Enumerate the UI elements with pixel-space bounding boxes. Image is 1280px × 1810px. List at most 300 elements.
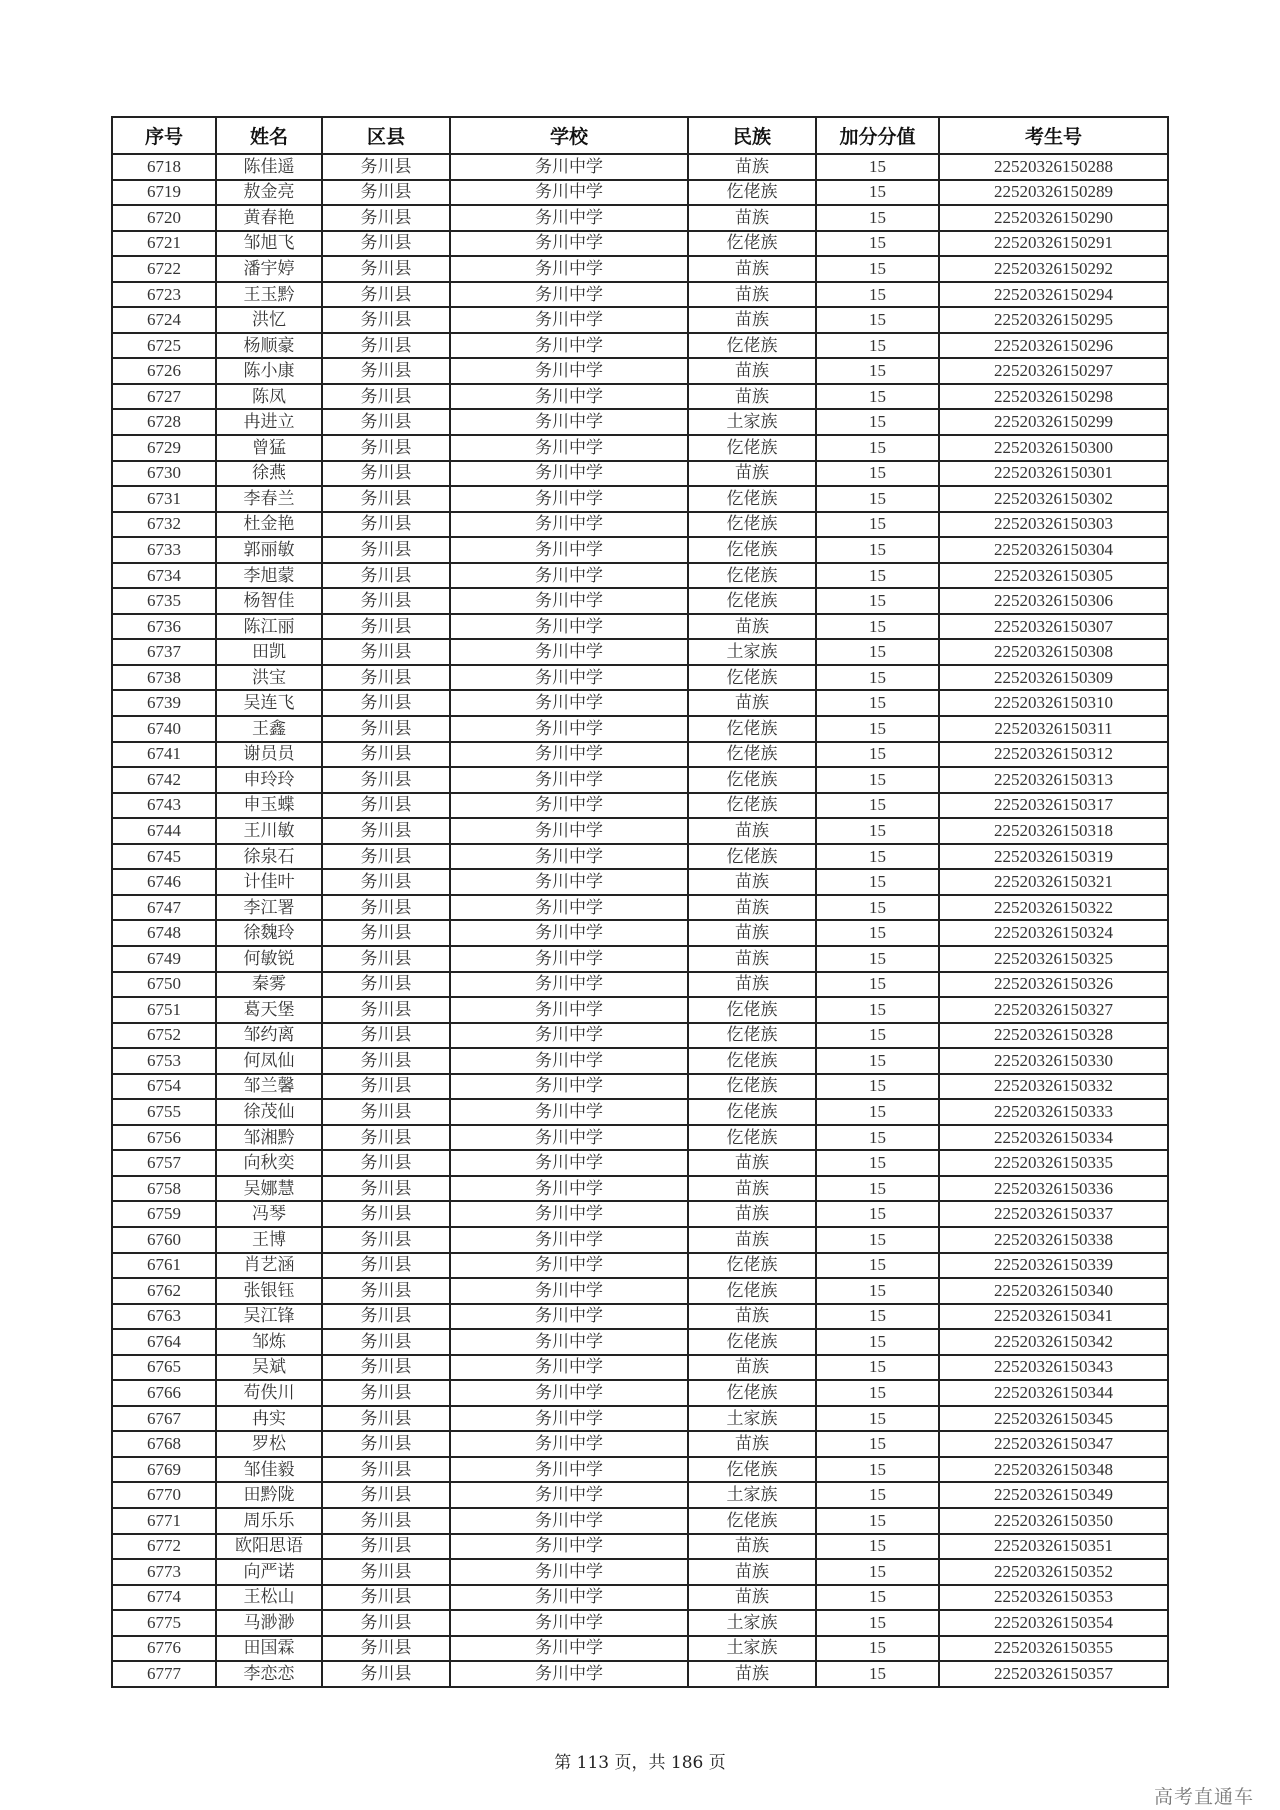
cell-seq: 6770: [112, 1482, 216, 1508]
cell-school: 务川中学: [450, 818, 688, 844]
cell-school: 务川中学: [450, 1176, 688, 1202]
header-exam-id: 考生号: [939, 117, 1168, 154]
cell-exam-id: 22520326150317: [939, 793, 1168, 819]
cell-bonus: 15: [816, 1201, 939, 1227]
cell-bonus: 15: [816, 1559, 939, 1585]
cell-exam-id: 22520326150327: [939, 997, 1168, 1023]
cell-bonus: 15: [816, 1023, 939, 1049]
cell-exam-id: 22520326150312: [939, 742, 1168, 768]
cell-school: 务川中学: [450, 1457, 688, 1483]
table-row: [112, 384, 1168, 410]
cell-ethnicity: 仡佬族: [688, 486, 816, 512]
cell-ethnicity: 仡佬族: [688, 1508, 816, 1534]
cell-ethnicity: 仡佬族: [688, 742, 816, 768]
cell-name: 秦雾: [216, 972, 322, 998]
cell-county: 务川县: [322, 1431, 450, 1457]
cell-seq: 6765: [112, 1355, 216, 1381]
cell-name: 张银钰: [216, 1278, 322, 1304]
cell-county: 务川县: [322, 869, 450, 895]
cell-school: 务川中学: [450, 486, 688, 512]
cell-seq: 6758: [112, 1176, 216, 1202]
cell-ethnicity: 土家族: [688, 1482, 816, 1508]
cell-ethnicity: 仡佬族: [688, 512, 816, 538]
cell-bonus: 15: [816, 1253, 939, 1279]
table-row: [112, 869, 1168, 895]
cell-name: 杜金艳: [216, 512, 322, 538]
cell-name: 向秋奕: [216, 1150, 322, 1176]
cell-bonus: 15: [816, 1482, 939, 1508]
table-row: [112, 486, 1168, 512]
cell-school: 务川中学: [450, 665, 688, 691]
cell-school: 务川中学: [450, 1023, 688, 1049]
cell-ethnicity: 仡佬族: [688, 997, 816, 1023]
cell-county: 务川县: [322, 154, 450, 180]
cell-county: 务川县: [322, 1099, 450, 1125]
cell-exam-id: 22520326150335: [939, 1150, 1168, 1176]
cell-ethnicity: 土家族: [688, 1636, 816, 1662]
table-row: [112, 307, 1168, 333]
cell-school: 务川中学: [450, 333, 688, 359]
cell-name: 王玉黔: [216, 282, 322, 308]
cell-bonus: 15: [816, 1585, 939, 1611]
cell-exam-id: 22520326150325: [939, 946, 1168, 972]
cell-ethnicity: 仡佬族: [688, 1125, 816, 1151]
cell-exam-id: 22520326150328: [939, 1023, 1168, 1049]
cell-exam-id: 22520326150340: [939, 1278, 1168, 1304]
cell-county: 务川县: [322, 1559, 450, 1585]
table-row: [112, 1482, 1168, 1508]
cell-school: 务川中学: [450, 1074, 688, 1100]
cell-county: 务川县: [322, 282, 450, 308]
table-row: [112, 205, 1168, 231]
cell-school: 务川中学: [450, 844, 688, 870]
table-row: [112, 895, 1168, 921]
table-row: [112, 1380, 1168, 1406]
cell-seq: 6754: [112, 1074, 216, 1100]
cell-ethnicity: 土家族: [688, 1610, 816, 1636]
cell-exam-id: 22520326150326: [939, 972, 1168, 998]
cell-seq: 6761: [112, 1253, 216, 1279]
cell-seq: 6722: [112, 256, 216, 282]
cell-seq: 6767: [112, 1406, 216, 1432]
cell-county: 务川县: [322, 1304, 450, 1330]
cell-name: 田黔陇: [216, 1482, 322, 1508]
cell-seq: 6739: [112, 690, 216, 716]
cell-ethnicity: 仡佬族: [688, 333, 816, 359]
cell-exam-id: 22520326150296: [939, 333, 1168, 359]
cell-county: 务川县: [322, 767, 450, 793]
cell-bonus: 15: [816, 767, 939, 793]
cell-school: 务川中学: [450, 1482, 688, 1508]
cell-school: 务川中学: [450, 997, 688, 1023]
cell-ethnicity: 仡佬族: [688, 1074, 816, 1100]
cell-seq: 6745: [112, 844, 216, 870]
cell-name: 徐燕: [216, 461, 322, 487]
cell-ethnicity: 仡佬族: [688, 1099, 816, 1125]
cell-name: 李旭蒙: [216, 563, 322, 589]
cell-county: 务川县: [322, 1482, 450, 1508]
cell-seq: 6732: [112, 512, 216, 538]
cell-name: 邹炼: [216, 1329, 322, 1355]
cell-school: 务川中学: [450, 690, 688, 716]
cell-ethnicity: 苗族: [688, 1176, 816, 1202]
cell-exam-id: 22520326150349: [939, 1482, 1168, 1508]
table-row: [112, 1534, 1168, 1560]
cell-bonus: 15: [816, 435, 939, 461]
table-row: [112, 1304, 1168, 1330]
cell-bonus: 15: [816, 409, 939, 435]
cell-bonus: 15: [816, 1406, 939, 1432]
cell-seq: 6760: [112, 1227, 216, 1253]
cell-school: 务川中学: [450, 869, 688, 895]
cell-county: 务川县: [322, 205, 450, 231]
cell-name: 何凤仙: [216, 1048, 322, 1074]
cell-ethnicity: 仡佬族: [688, 180, 816, 206]
table-row: [112, 1508, 1168, 1534]
table-row: [112, 435, 1168, 461]
cell-exam-id: 22520326150303: [939, 512, 1168, 538]
cell-school: 务川中学: [450, 767, 688, 793]
cell-county: 务川县: [322, 1150, 450, 1176]
cell-bonus: 15: [816, 1125, 939, 1151]
cell-exam-id: 22520326150290: [939, 205, 1168, 231]
table-row: [112, 512, 1168, 538]
table-row: [112, 1048, 1168, 1074]
header-bonus: 加分分值: [816, 117, 939, 154]
cell-school: 务川中学: [450, 1304, 688, 1330]
table-row: [112, 358, 1168, 384]
cell-name: 陈小康: [216, 358, 322, 384]
cell-exam-id: 22520326150336: [939, 1176, 1168, 1202]
cell-name: 马渺渺: [216, 1610, 322, 1636]
cell-ethnicity: 苗族: [688, 818, 816, 844]
table-row: [112, 1074, 1168, 1100]
cell-bonus: 15: [816, 1304, 939, 1330]
cell-seq: 6728: [112, 409, 216, 435]
cell-exam-id: 22520326150294: [939, 282, 1168, 308]
table-row: [112, 461, 1168, 487]
cell-county: 务川县: [322, 384, 450, 410]
cell-seq: 6747: [112, 895, 216, 921]
cell-seq: 6757: [112, 1150, 216, 1176]
header-name: 姓名: [216, 117, 322, 154]
table-row: [112, 1661, 1168, 1687]
cell-bonus: 15: [816, 1534, 939, 1560]
cell-name: 洪忆: [216, 307, 322, 333]
table-row: [112, 231, 1168, 257]
cell-exam-id: 22520326150347: [939, 1431, 1168, 1457]
cell-name: 周乐乐: [216, 1508, 322, 1534]
cell-ethnicity: 苗族: [688, 282, 816, 308]
cell-county: 务川县: [322, 895, 450, 921]
cell-seq: 6718: [112, 154, 216, 180]
cell-exam-id: 22520326150341: [939, 1304, 1168, 1330]
cell-bonus: 15: [816, 1329, 939, 1355]
cell-county: 务川县: [322, 537, 450, 563]
cell-name: 潘宇婷: [216, 256, 322, 282]
table-row: [112, 818, 1168, 844]
cell-exam-id: 22520326150342: [939, 1329, 1168, 1355]
table-row: [112, 1150, 1168, 1176]
table-row: [112, 972, 1168, 998]
cell-exam-id: 22520326150313: [939, 767, 1168, 793]
cell-school: 务川中学: [450, 461, 688, 487]
cell-county: 务川县: [322, 665, 450, 691]
cell-bonus: 15: [816, 716, 939, 742]
cell-bonus: 15: [816, 588, 939, 614]
cell-bonus: 15: [816, 1099, 939, 1125]
table-row: [112, 1585, 1168, 1611]
table-row: [112, 1227, 1168, 1253]
table-row: [112, 1355, 1168, 1381]
table-row: [112, 1406, 1168, 1432]
cell-county: 务川县: [322, 1278, 450, 1304]
cell-name: 田国霖: [216, 1636, 322, 1662]
header-ethnicity: 民族: [688, 117, 816, 154]
table-row: [112, 563, 1168, 589]
cell-ethnicity: 苗族: [688, 972, 816, 998]
cell-county: 务川县: [322, 1406, 450, 1432]
cell-ethnicity: 土家族: [688, 639, 816, 665]
cell-county: 务川县: [322, 1125, 450, 1151]
cell-name: 苟佚川: [216, 1380, 322, 1406]
cell-bonus: 15: [816, 333, 939, 359]
cell-exam-id: 22520326150309: [939, 665, 1168, 691]
cell-ethnicity: 苗族: [688, 869, 816, 895]
table-row: [112, 1253, 1168, 1279]
cell-county: 务川县: [322, 1176, 450, 1202]
cell-name: 申玉蝶: [216, 793, 322, 819]
cell-exam-id: 22520326150354: [939, 1610, 1168, 1636]
cell-seq: 6775: [112, 1610, 216, 1636]
cell-school: 务川中学: [450, 716, 688, 742]
cell-ethnicity: 苗族: [688, 205, 816, 231]
cell-name: 敖金亮: [216, 180, 322, 206]
cell-name: 王松山: [216, 1585, 322, 1611]
table-row: [112, 665, 1168, 691]
table-row: [112, 180, 1168, 206]
cell-county: 务川县: [322, 435, 450, 461]
table-row: [112, 716, 1168, 742]
cell-name: 邹旭飞: [216, 231, 322, 257]
cell-name: 葛天堡: [216, 997, 322, 1023]
cell-ethnicity: 苗族: [688, 1585, 816, 1611]
cell-bonus: 15: [816, 358, 939, 384]
cell-county: 务川县: [322, 920, 450, 946]
table-row: [112, 1201, 1168, 1227]
cell-county: 务川县: [322, 1610, 450, 1636]
cell-school: 务川中学: [450, 1048, 688, 1074]
cell-bonus: 15: [816, 1048, 939, 1074]
cell-exam-id: 22520326150307: [939, 614, 1168, 640]
cell-bonus: 15: [816, 1176, 939, 1202]
cell-exam-id: 22520326150311: [939, 716, 1168, 742]
cell-name: 吴江锋: [216, 1304, 322, 1330]
table-row: [112, 282, 1168, 308]
cell-school: 务川中学: [450, 1406, 688, 1432]
table-row: [112, 1636, 1168, 1662]
cell-school: 务川中学: [450, 1534, 688, 1560]
cell-name: 王川敏: [216, 818, 322, 844]
cell-ethnicity: 仡佬族: [688, 767, 816, 793]
cell-county: 务川县: [322, 1201, 450, 1227]
cell-school: 务川中学: [450, 563, 688, 589]
cell-seq: 6749: [112, 946, 216, 972]
cell-county: 务川县: [322, 512, 450, 538]
cell-bonus: 15: [816, 1661, 939, 1687]
cell-seq: 6723: [112, 282, 216, 308]
cell-school: 务川中学: [450, 435, 688, 461]
cell-school: 务川中学: [450, 180, 688, 206]
cell-ethnicity: 苗族: [688, 1534, 816, 1560]
table-body: [112, 154, 1168, 1687]
cell-exam-id: 22520326150350: [939, 1508, 1168, 1534]
cell-seq: 6731: [112, 486, 216, 512]
table-row: [112, 1559, 1168, 1585]
cell-school: 务川中学: [450, 409, 688, 435]
cell-exam-id: 22520326150292: [939, 256, 1168, 282]
cell-school: 务川中学: [450, 1636, 688, 1662]
cell-bonus: 15: [816, 154, 939, 180]
cell-school: 务川中学: [450, 1661, 688, 1687]
cell-exam-id: 22520326150357: [939, 1661, 1168, 1687]
table-row: [112, 154, 1168, 180]
watermark: 高考直通车: [1153, 1786, 1254, 1808]
cell-ethnicity: 仡佬族: [688, 716, 816, 742]
cell-name: 邹兰馨: [216, 1074, 322, 1100]
cell-seq: 6772: [112, 1534, 216, 1560]
cell-exam-id: 22520326150345: [939, 1406, 1168, 1432]
cell-bonus: 15: [816, 920, 939, 946]
cell-seq: 6764: [112, 1329, 216, 1355]
cell-seq: 6743: [112, 793, 216, 819]
cell-ethnicity: 苗族: [688, 461, 816, 487]
table-row: [112, 1023, 1168, 1049]
table-row: [112, 1431, 1168, 1457]
header-county: 区县: [322, 117, 450, 154]
cell-county: 务川县: [322, 1585, 450, 1611]
cell-seq: 6744: [112, 818, 216, 844]
cell-exam-id: 22520326150321: [939, 869, 1168, 895]
table-row: [112, 409, 1168, 435]
cell-bonus: 15: [816, 946, 939, 972]
table-row: [112, 1457, 1168, 1483]
cell-school: 务川中学: [450, 256, 688, 282]
cell-bonus: 15: [816, 639, 939, 665]
cell-school: 务川中学: [450, 639, 688, 665]
cell-bonus: 15: [816, 1457, 939, 1483]
roster-table: [111, 116, 1169, 1688]
cell-county: 务川县: [322, 972, 450, 998]
cell-ethnicity: 仡佬族: [688, 1278, 816, 1304]
table-row: [112, 1176, 1168, 1202]
cell-school: 务川中学: [450, 1380, 688, 1406]
cell-bonus: 15: [816, 1431, 939, 1457]
cell-bonus: 15: [816, 486, 939, 512]
cell-county: 务川县: [322, 461, 450, 487]
cell-seq: 6773: [112, 1559, 216, 1585]
cell-school: 务川中学: [450, 154, 688, 180]
cell-name: 冯琴: [216, 1201, 322, 1227]
cell-school: 务川中学: [450, 1610, 688, 1636]
cell-seq: 6750: [112, 972, 216, 998]
cell-name: 冉进立: [216, 409, 322, 435]
cell-bonus: 15: [816, 205, 939, 231]
cell-county: 务川县: [322, 180, 450, 206]
cell-seq: 6733: [112, 537, 216, 563]
cell-county: 务川县: [322, 639, 450, 665]
cell-school: 务川中学: [450, 1125, 688, 1151]
cell-name: 计佳叶: [216, 869, 322, 895]
cell-ethnicity: 仡佬族: [688, 1329, 816, 1355]
cell-name: 李江署: [216, 895, 322, 921]
cell-exam-id: 22520326150319: [939, 844, 1168, 870]
cell-ethnicity: 苗族: [688, 920, 816, 946]
cell-school: 务川中学: [450, 946, 688, 972]
cell-county: 务川县: [322, 486, 450, 512]
cell-seq: 6730: [112, 461, 216, 487]
table-row: [112, 844, 1168, 870]
cell-school: 务川中学: [450, 282, 688, 308]
cell-school: 务川中学: [450, 742, 688, 768]
cell-county: 务川县: [322, 818, 450, 844]
cell-seq: 6753: [112, 1048, 216, 1074]
cell-bonus: 15: [816, 1278, 939, 1304]
cell-bonus: 15: [816, 307, 939, 333]
cell-name: 黄春艳: [216, 205, 322, 231]
cell-name: 王鑫: [216, 716, 322, 742]
cell-county: 务川县: [322, 997, 450, 1023]
cell-school: 务川中学: [450, 384, 688, 410]
cell-ethnicity: 土家族: [688, 1406, 816, 1432]
cell-seq: 6774: [112, 1585, 216, 1611]
cell-exam-id: 22520326150289: [939, 180, 1168, 206]
cell-exam-id: 22520326150353: [939, 1585, 1168, 1611]
cell-ethnicity: 苗族: [688, 154, 816, 180]
cell-school: 务川中学: [450, 972, 688, 998]
cell-county: 务川县: [322, 1048, 450, 1074]
cell-name: 杨智佳: [216, 588, 322, 614]
cell-county: 务川县: [322, 1329, 450, 1355]
cell-exam-id: 22520326150288: [939, 154, 1168, 180]
cell-seq: 6735: [112, 588, 216, 614]
table-row: [112, 333, 1168, 359]
cell-seq: 6766: [112, 1380, 216, 1406]
cell-ethnicity: 苗族: [688, 1201, 816, 1227]
cell-ethnicity: 苗族: [688, 1304, 816, 1330]
cell-county: 务川县: [322, 742, 450, 768]
cell-county: 务川县: [322, 563, 450, 589]
cell-bonus: 15: [816, 793, 939, 819]
cell-county: 务川县: [322, 1253, 450, 1279]
cell-school: 务川中学: [450, 1253, 688, 1279]
cell-seq: 6776: [112, 1636, 216, 1662]
cell-county: 务川县: [322, 333, 450, 359]
cell-county: 务川县: [322, 1380, 450, 1406]
cell-name: 邹约离: [216, 1023, 322, 1049]
cell-ethnicity: 仡佬族: [688, 844, 816, 870]
cell-name: 曾猛: [216, 435, 322, 461]
cell-seq: 6726: [112, 358, 216, 384]
table-row: [112, 614, 1168, 640]
cell-county: 务川县: [322, 307, 450, 333]
cell-county: 务川县: [322, 1508, 450, 1534]
cell-seq: 6720: [112, 205, 216, 231]
cell-name: 谢员员: [216, 742, 322, 768]
cell-school: 务川中学: [450, 1508, 688, 1534]
cell-exam-id: 22520326150306: [939, 588, 1168, 614]
cell-bonus: 15: [816, 1227, 939, 1253]
